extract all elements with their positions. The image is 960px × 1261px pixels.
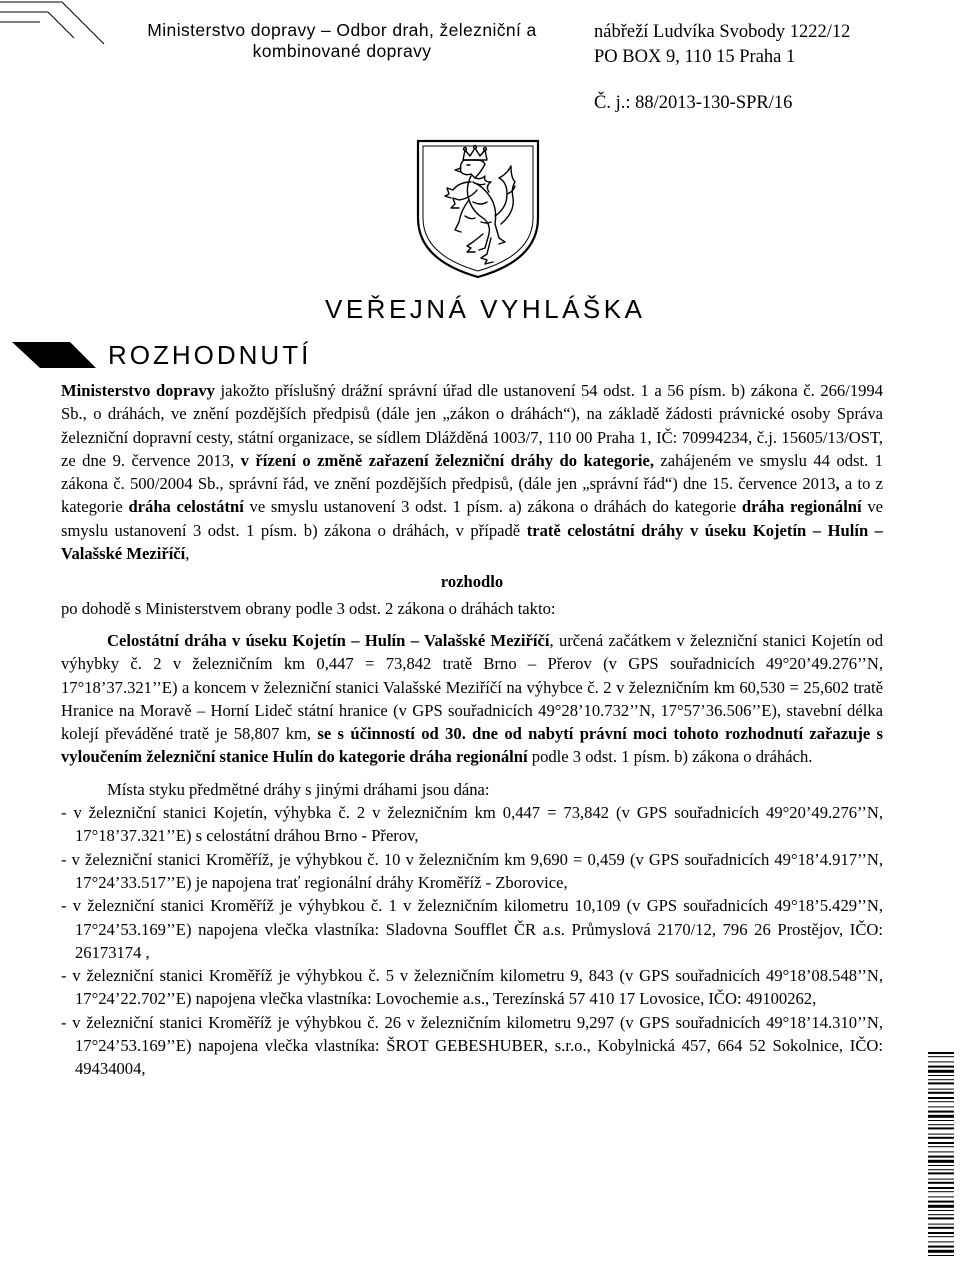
list-item: - v železniční stanici Kojetín, výhybka č. 2 v železničním km 0,447 = 73,842 (v GPS souřadnicích 49°20’49.276’’N, 17°18’37.321’’E) s celostátní dráhou Brno - Přerov, xyxy=(61,803,883,846)
barcode-bar xyxy=(928,1201,954,1203)
barcode-bar xyxy=(928,1111,954,1113)
barcode-bar xyxy=(928,1066,954,1068)
list-item: - v železniční stanici Kroměříž je výhybkou č. 5 v železničním kilometru 9, 843 (v GPS souřadnicích 49°18’08.548’’N, 17°24’22.702’’E) napojena vlečka vlastníka: Lovochemie a.s., Terezínská 57 410 17 Lovosice, IČO: 49100262, xyxy=(61,966,883,1009)
intro-text-4: ve smyslu ustanovení 3 odst. 1 písm. a) zákona o dráhách do kategorie xyxy=(243,497,742,517)
intro-text-6: , xyxy=(185,544,190,564)
decision-text-2: podle 3 odst. 1 písm. b) zákona o dráhách. xyxy=(527,747,813,767)
decision-paragraph xyxy=(61,629,883,769)
address-line-2: PO BOX 9, 110 15 Praha 1 xyxy=(594,47,796,67)
barcode-bar xyxy=(928,1142,954,1144)
barcode-bar xyxy=(928,1224,954,1225)
barcode-bar xyxy=(928,1070,954,1073)
intro-text-5: ve smyslu ustanovení 3 odst. 1 písm. b) zákona o dráhách, v případě xyxy=(61,497,883,540)
decided-word: rozhodlo xyxy=(440,572,504,592)
list-item: - v železniční stanici Kroměříž je výhybkou č. 1 v železničním kilometru 10,109 (v GPS souřadnicích 49°18’5.429’’N, 17°24’53.169’’E) napojena vlečka vlastníka: Sladovna Soufflet ČR a.s. Průmyslová 2170/12, 796 26 Prostějov, IČO: 26173174 , xyxy=(61,896,883,962)
barcode-bar xyxy=(928,1241,954,1242)
barcode-bar xyxy=(928,1255,954,1256)
barcode-bar xyxy=(928,1061,954,1062)
corner-fold-icon xyxy=(0,0,110,70)
ministry-address xyxy=(594,20,850,70)
intro-text-1: jakožto příslušný drážní správní úřad dle ustanovení 54 odst. 1 a 56 písm. b) zákona č. 266/1994 Sb., o dráhách, ve znění pozdějších předpisů (dále jen „zákon o dráhách“), na základě žádosti právnické osoby Správa železniční dopravní cesty, státní organizace, se sídlem Dlážděná 1003/7, 110 00 Praha 1, IČ: 70994234, č.j. 15605/13/OST, ze dne 9. července 2013, xyxy=(61,381,884,470)
barcode-bar xyxy=(928,1115,954,1118)
barcode-bar xyxy=(928,1082,954,1084)
document-body xyxy=(61,379,883,1081)
intro-category-from: dráha celostátní xyxy=(128,497,244,517)
barcode-bar xyxy=(928,1079,954,1080)
intro-comma: , xyxy=(835,474,840,494)
agreement-line: po dohodě s Ministerstvem obrany podle 3 odst. 2 zákona o dráhách takto: xyxy=(61,598,556,618)
list-item: - v železniční stanici Kroměříž, je výhybkou č. 10 v železničním km 9,690 = 0,459 (v GPS souřadnicích 49°18’4.917’’N, 17°24’33.517’’E) je napojena trať regionální dráhy Kroměříž - Zborovice, xyxy=(61,849,883,892)
intro-category-to: dráha regionální xyxy=(741,497,862,517)
barcode-bar xyxy=(928,1134,954,1135)
ministry-line-2: kombinované dopravy xyxy=(252,41,432,61)
barcode-bar xyxy=(928,1156,954,1158)
barcode-bar xyxy=(928,1146,954,1147)
decision-text-1: , určená začátkem v železniční stanici Kojetín od výhybky č. 2 v železničním km 0,447 = 73,842 tratě Brno – Přerov (v GPS souřadnicích 49°20’49.276’’N, 17°18’37.321’’E) a koncem v železniční stanici Valašské Meziříčí na výhybce č. 2 v železničním km 60,530 = 25,602 tratě Hranice na Moravě – Horní Lideč státní hranice (v GPS souřadnicích 49°28’10.732’’N, 17°57’36.506’’E), stavební délka kolejí převáděné tratě je 58,807 km, xyxy=(61,630,883,744)
address-line-1: nábřeží Ludvíka Svobody 1222/12 xyxy=(594,22,851,42)
barcode-bar xyxy=(928,1187,954,1189)
barcode-bar xyxy=(928,1179,954,1180)
barcode-bar xyxy=(928,1160,954,1163)
barcode-bar xyxy=(928,1214,954,1215)
barcode-bar xyxy=(928,1097,954,1099)
reference-number: Č. j.: 88/2013-130-SPR/16 xyxy=(594,93,793,113)
czech-lion-emblem-icon xyxy=(415,138,541,280)
public-notice-heading: VEŘEJNÁ VYHLÁŠKA xyxy=(325,294,646,324)
barcode-bar xyxy=(928,1182,954,1184)
barcode-bar xyxy=(928,1101,954,1102)
barcode-bar xyxy=(928,1137,954,1139)
barcode-bar xyxy=(928,1169,954,1170)
decided-label xyxy=(61,570,883,593)
barcode-bar xyxy=(928,1191,954,1192)
barcode-bar xyxy=(928,1120,954,1121)
barcode-bar xyxy=(928,1196,954,1197)
barcode-bar xyxy=(928,1075,954,1076)
intro-paragraph xyxy=(61,379,883,565)
barcode-bar xyxy=(928,1089,954,1090)
wedge-marker-icon xyxy=(12,342,96,368)
barcode-bar xyxy=(928,1127,954,1129)
barcode-bar xyxy=(928,1106,954,1107)
intro-authority: Ministerstvo dopravy xyxy=(61,381,215,400)
intro-text-2: zahájeném ve smyslu 44 odst. 1 zákona č. 500/2004 Sb., správní řád, ve znění pozdějších předpisů, (dále jen „správní řád“) dne 15. července 2013 xyxy=(61,450,883,494)
barcode-bar xyxy=(928,1227,954,1229)
barcode-bar xyxy=(928,1246,954,1248)
barcode-bar xyxy=(928,1210,954,1211)
barcode-bar xyxy=(928,1124,954,1125)
barcode-bar xyxy=(928,1205,954,1208)
decision-heading: ROZHODNUTÍ xyxy=(108,340,312,370)
intro-text-3: a to z kategorie xyxy=(61,474,883,517)
barcode-icon xyxy=(928,1052,954,1257)
list-item: - v železniční stanici Kroměříž je výhybkou č. 26 v železničním kilometru 9,297 (v GPS souřadnicích 49°18’14.310’’N, 17°24’53.169’’E) napojena vlečka vlastníka: ŠROT GEBESHUBER, s.r.o., Kobylnická 457, 664 52 Sokolnice, IČO: 49434004, xyxy=(61,1012,883,1079)
intro-track-section: tratě celostátní dráhy v úseku Kojetín – Hulín – Valašské Meziříčí xyxy=(61,520,883,564)
decision-subject: Celostátní dráha v úseku Kojetín – Hulín – Valašské Meziříčí xyxy=(107,630,550,650)
barcode-bar xyxy=(928,1151,954,1152)
barcode-bar xyxy=(928,1056,954,1057)
barcode-bar xyxy=(928,1092,954,1094)
junctions-intro: Místa styku předmětné dráhy s jinými dráhami jsou dána: xyxy=(107,779,490,799)
barcode-bar xyxy=(928,1165,954,1166)
intro-proceeding: v řízení o změně zařazení železniční dráhy do kategorie, xyxy=(240,450,654,470)
barcode-bar xyxy=(928,1236,954,1237)
barcode-bar xyxy=(928,1250,954,1253)
barcode-bar xyxy=(928,1217,954,1219)
ministry-name xyxy=(112,20,572,62)
decision-effect: se s účinností od 30. dne od nabytí právní moci tohoto rozhodnutí zařazuje s vyloučením železniční stanice Hulín do kategorie dráha regionální xyxy=(61,724,883,767)
barcode-bar xyxy=(928,1172,954,1174)
barcode-bar xyxy=(928,1052,954,1054)
barcode-bar xyxy=(928,1232,954,1234)
ministry-line-1: Ministerstvo dopravy – Odbor drah, železniční a xyxy=(147,20,537,40)
